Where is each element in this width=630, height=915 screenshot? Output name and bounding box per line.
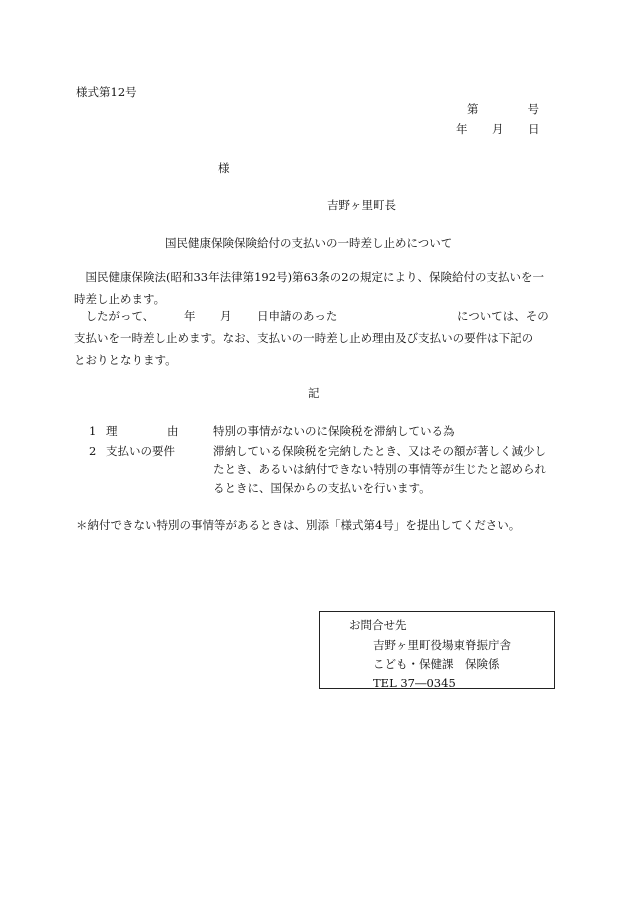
paragraph-application-end: については、その xyxy=(457,309,549,323)
addressee-honorific: 様 xyxy=(218,161,230,175)
item-label-requirement: 支払いの要件 xyxy=(106,444,175,458)
paragraph-line: とおりとなります。 xyxy=(74,353,177,367)
document-number-prefix: 第 xyxy=(467,102,479,116)
application-year: 年 xyxy=(184,309,196,323)
date-month: 月 xyxy=(492,122,504,136)
item-requirement-line: たとき、あるいは納付できない特別の事情等が生じたと認められ xyxy=(213,462,547,476)
item-reason-text: 特別の事情がないのに保険税を滞納している為 xyxy=(213,424,455,438)
item-requirement-line: るときに、国保からの支払いを行います。 xyxy=(213,481,431,495)
contact-box xyxy=(319,611,555,689)
application-month: 月 xyxy=(220,309,232,323)
document-number-suffix: 号 xyxy=(527,102,539,116)
paragraph-line: 支払いを一時差し止めます。なお、支払いの一時差し止め理由及び支払いの要件は下記の xyxy=(74,331,534,345)
contact-phone: TEL 37―0345 xyxy=(373,676,456,690)
item-label-reason-b: 由 xyxy=(167,424,179,438)
paragraph-line: 国民健康保険法(昭和33年法律第192号)第63条の2の規定により、保険給付の支払いを一 xyxy=(74,270,545,284)
form-number: 様式第12号 xyxy=(76,85,137,99)
document-title: 国民健康保険保険給付の支払いの一時差し止めについて xyxy=(165,236,453,250)
date-year: 年 xyxy=(456,122,468,136)
item-number: 1 xyxy=(89,424,97,438)
contact-heading: お問合せ先 xyxy=(349,618,407,632)
document-number xyxy=(467,103,539,117)
contact-office: 吉野ヶ里町役場東脊振庁舎 xyxy=(373,638,511,652)
item-number: 2 xyxy=(89,444,97,458)
item-requirement-line: 滞納している保険税を完納したとき、又はその額が著しく減少し xyxy=(213,444,547,458)
ki-heading: 記 xyxy=(308,386,320,400)
note-text: ＊納付できない特別の事情等があるときは、別添「様式第4号」を提出してください。 xyxy=(76,518,521,532)
paragraph-suspension xyxy=(74,327,554,371)
date-day: 日 xyxy=(528,122,540,136)
paragraph-legal-basis xyxy=(74,266,554,310)
application-day: 日申請のあった xyxy=(257,309,338,323)
contact-department: こども・保健課 保険係 xyxy=(373,657,500,671)
paragraph-line: 時差し止めます。 xyxy=(74,292,166,306)
sender-name: 吉野ヶ里町長 xyxy=(327,198,396,212)
paragraph-application-start: したがって、 xyxy=(74,309,155,323)
item-label-reason-a: 理 xyxy=(106,424,118,438)
